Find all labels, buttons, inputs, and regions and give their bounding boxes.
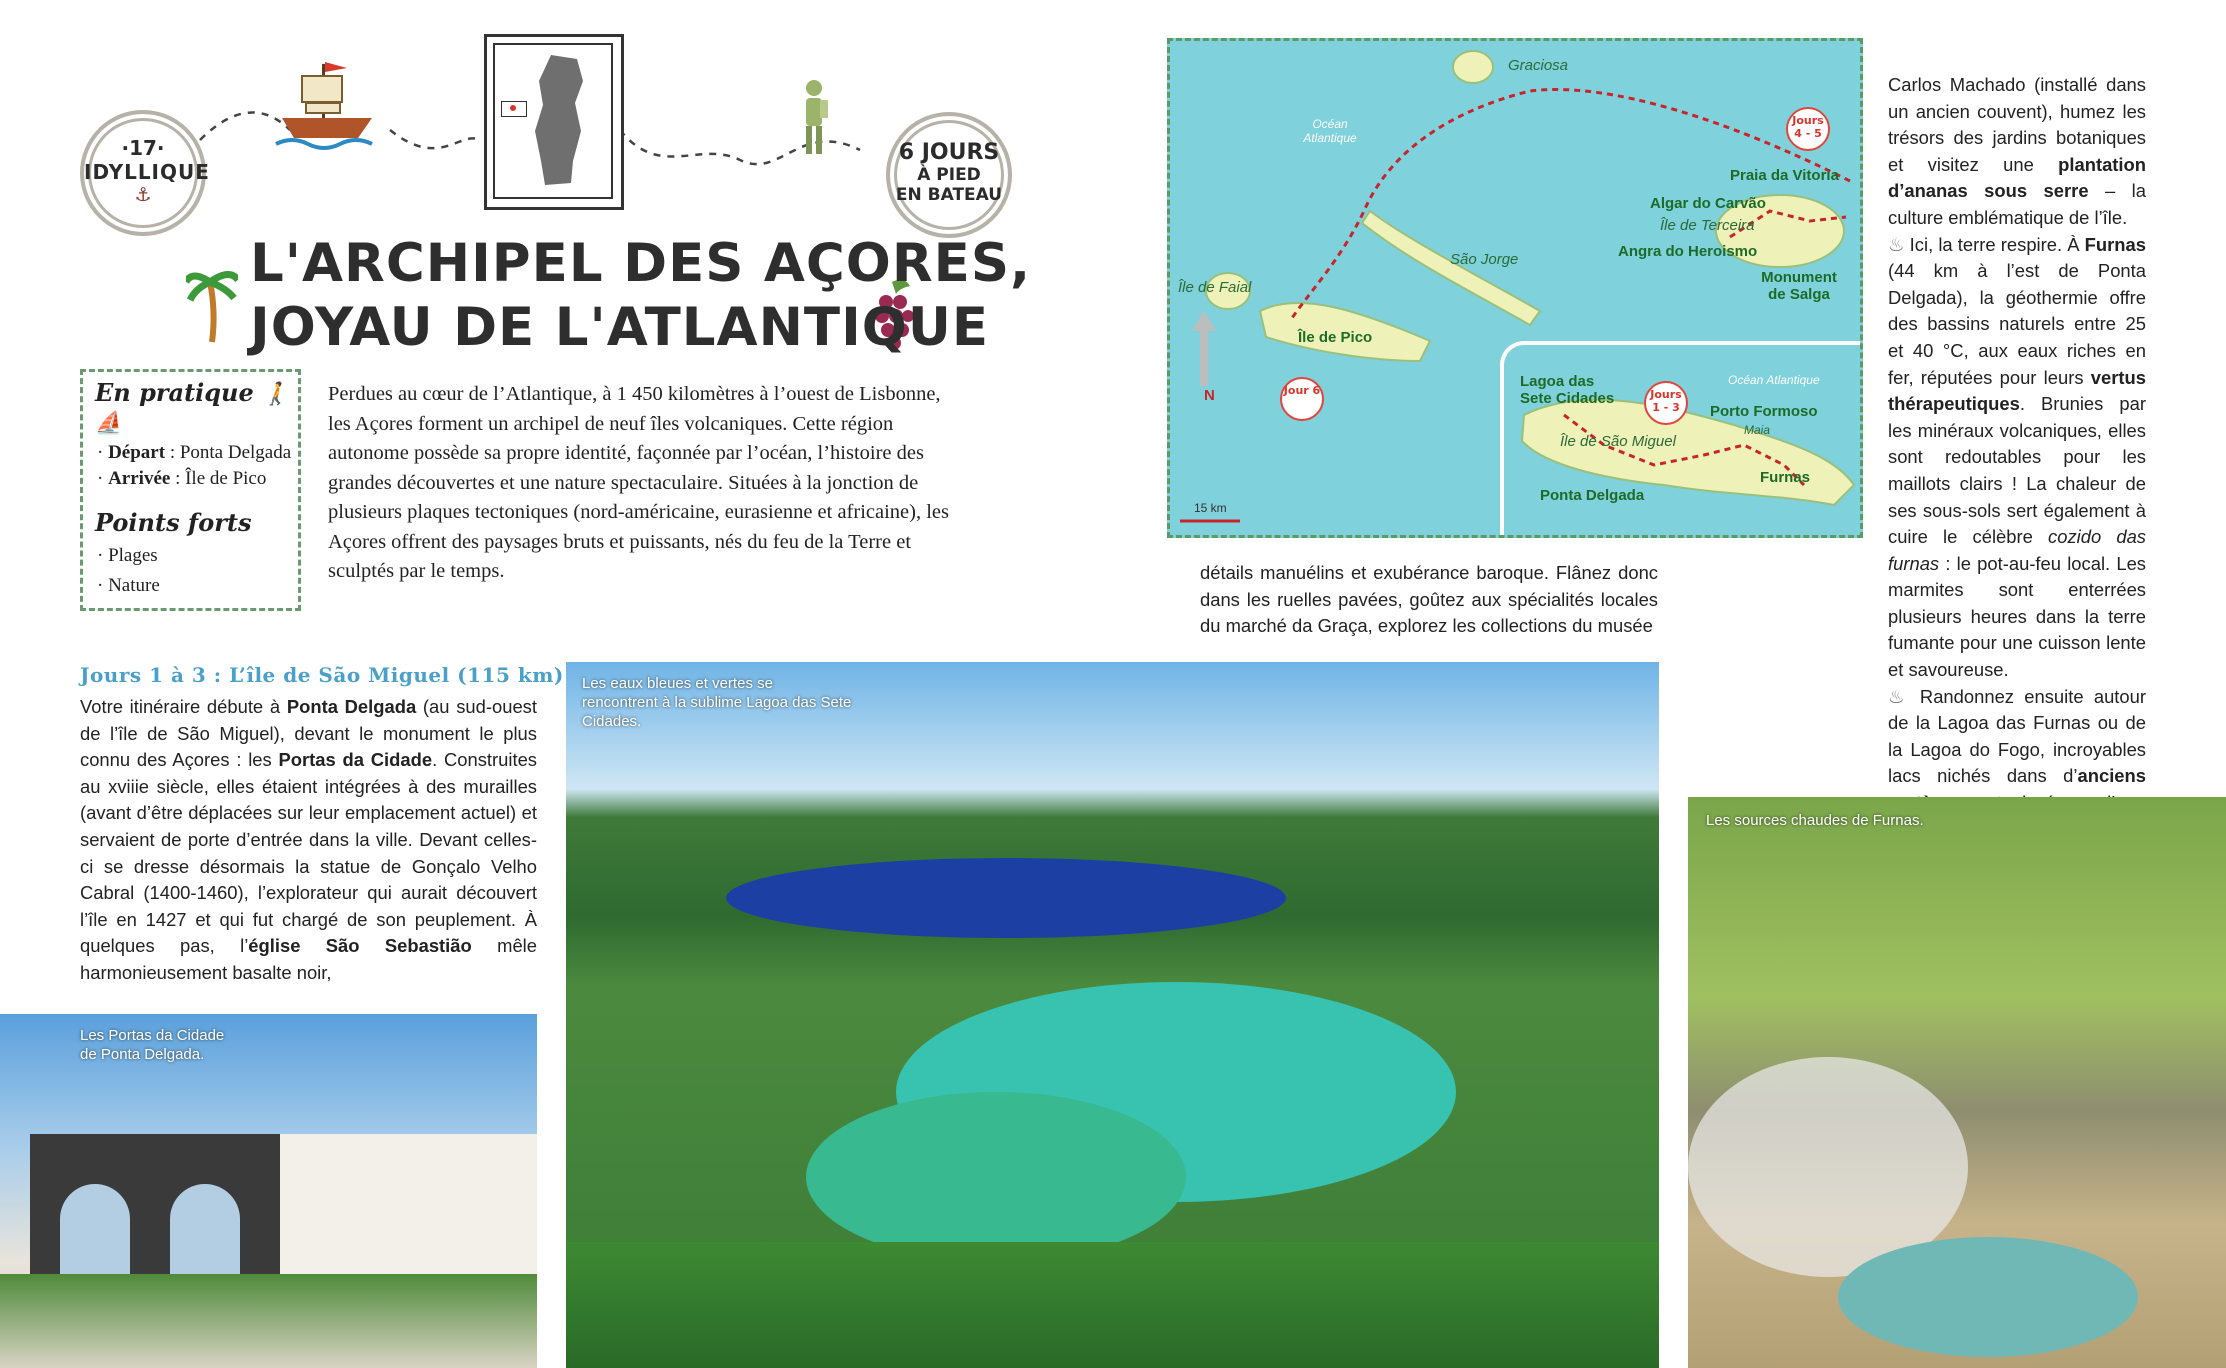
map-label-sao-miguel: Île de São Miguel — [1560, 433, 1676, 450]
caption-furnas: Les sources chaudes de Furnas. — [1706, 812, 1924, 829]
portugal-silhouette — [531, 51, 591, 191]
portugal-locator-card — [484, 34, 624, 210]
departure-value: : Ponta Delgada — [165, 442, 292, 463]
itinerary-map — [1167, 38, 1863, 538]
badge-label: IDYLLIQUE — [84, 160, 210, 184]
photo-lagoa-sete-cidades — [566, 662, 1659, 1368]
arrival-value: : Île de Pico — [170, 468, 267, 489]
caption-lagoa: Les eaux bleues et vertes se rencontrent à la sublime Lagoa das Sete Cidades. — [582, 675, 852, 730]
photo-furnas-hot-springs — [1688, 797, 2226, 1368]
footprint-icon: ♨ — [1888, 233, 1905, 255]
footprint-icon: ♨ — [1888, 685, 1910, 707]
map-label-monument: Monument de Salga — [1761, 269, 1837, 303]
map-scale-label: 15 km — [1194, 501, 1227, 515]
badge-duration-boat: EN BATEAU — [895, 185, 1003, 205]
arrival-line: · Arrivée : Île de Pico — [97, 468, 267, 489]
hiker-icon — [792, 78, 836, 158]
section-heading-day1-3: Jours 1 à 3 : L’île de São Miguel (115 km) — [80, 663, 564, 687]
section1-bold-portas: Portas da Cidade — [278, 749, 433, 771]
arrival-label: Arrivée — [108, 468, 171, 489]
section1-text-c: (au sud-ouest de l’île de São Miguel), devant le monument le plus connu des Açores : les — [80, 696, 537, 771]
title-line-2: JOYAU DE L'ATLANTIQUE — [250, 297, 990, 358]
badge-duration-foot: À PIED — [917, 165, 981, 185]
right-text-2a: Ici, la terre respire. À — [1904, 233, 2085, 255]
photo-green-lake-lower — [806, 1092, 1186, 1262]
photo-forest-foreground — [566, 1242, 1659, 1368]
highlights-heading: Points forts — [95, 508, 252, 537]
sao-miguel-inset — [1500, 341, 1863, 538]
badge-number-text: ·17· — [121, 136, 165, 160]
right-text-1: Carlos Machado (installé dans un ancien couvent), humez les trésors des jardins botaniques et visitez une — [1888, 74, 2146, 175]
section1-bold-ponta: Ponta Delgada — [286, 696, 417, 717]
practical-info-box — [80, 369, 301, 611]
section1-text-a: Votre itinéraire débute à — [80, 696, 287, 717]
azores-locator-dot — [510, 105, 516, 111]
anchor-icon: ⚓ — [134, 184, 152, 206]
photo-plants — [0, 1274, 537, 1368]
map-label-praia: Praia da Vitoria — [1730, 167, 1839, 184]
section1-bold-eglise: église São Sebastião — [248, 935, 472, 957]
photo-hot-pool — [1838, 1237, 2138, 1357]
section1-paragraph — [80, 694, 537, 987]
map-label-ocean-inset: Océan Atlantique — [1728, 373, 1820, 387]
right-bold-crateres: anciens — [2077, 765, 2146, 787]
page-title — [250, 232, 1031, 360]
right-bold-vertus: vertus thérapeutiques — [1888, 366, 2146, 415]
map-label-faial: Île de Faial — [1178, 279, 1252, 296]
departure-line: · Départ : Ponta Delgada — [97, 442, 292, 463]
map-label-pico: Île de Pico — [1298, 329, 1373, 346]
right-bold-ananas: plantation d’ananas sous serre — [1888, 153, 2146, 202]
palm-tree-icon — [186, 262, 238, 344]
intro-paragraph: Perdues au cœur de l’Atlantique, à 1 450 kilomètres à l’ouest de Lisbonne, les Açores forment un archipel de neuf îles volcaniques. Cette région autonome possède sa propre identité, façonnée par l’océan, l’histoire des grandes découvertes et une nature spectaculaire. Situées à la jonction de plusieurs plaques tectoniques (nord-américaine, eurasienne et africaine), les Açores offrent des paysages bruts et puissants, nés du feu de la Terre et sculptés par le temps. — [328, 383, 949, 582]
day-marker-6: Jour 6 — [1280, 377, 1324, 421]
map-label-sao-jorge: São Jorge — [1450, 251, 1519, 268]
map-label-sete-cidades: Lagoa das Sete Cidades — [1520, 373, 1615, 407]
section1-text-e: . Construites au xviiie siècle, elles étaient intégrées à des murailles (avant d’être déplacées sur leur emplacement actuel) et servaient de porte d’entrée dans la ville. Devant celles-ci se dresse désormais la statue de Gonçalo Velho Cabral (1400-1460), l’explorateur qui aurait découvert l’île en 1427 et qui fut chargé de son peuplement. À quelques pas, l’ — [80, 749, 537, 957]
day-marker-1-3: Jours 1 - 3 — [1644, 381, 1688, 425]
caption-portas: Les Portas da Cidade de Ponta Delgada. — [80, 1027, 225, 1063]
practical-heading-text: En pratique — [95, 378, 254, 407]
map-label-furnas: Furnas — [1760, 469, 1811, 486]
hiking-sailing-icon: 🚶⛵ — [95, 381, 290, 436]
map-label-ocean: Océan Atlantique — [1303, 117, 1357, 145]
section1-text-g: mêle harmonieusement basalte noir, — [80, 935, 537, 983]
right-text-1c: – la culture emblématique de l’île. — [1888, 180, 2146, 228]
right-text-2e: . Brunies par les minéraux volcaniques, elles sont redoutables pour les maillots clairs ! La chaleur de ses sous-sols sert également à cuire le célèbre — [1888, 393, 2146, 548]
map-label-ponta-delgada: Ponta Delgada — [1540, 487, 1645, 504]
right-italic-cozido: cozido das furnas — [1888, 526, 2146, 574]
map-label-angra: Angra do Heroismo — [1618, 243, 1758, 260]
badge-duration — [886, 112, 1012, 238]
highlight-item: · Nature — [97, 575, 160, 596]
right-column-paragraph-top — [1888, 72, 2146, 923]
highlight-item: · Plages — [97, 545, 158, 566]
right-bold-furnas: Furnas — [2084, 233, 2146, 255]
map-label-algar: Algar do Carvão — [1650, 195, 1766, 212]
title-line-1: L'ARCHIPEL DES AÇORES, — [250, 233, 1032, 294]
photo-portas-da-cidade — [0, 1014, 537, 1368]
practical-heading — [95, 378, 298, 436]
right-text-2c: (44 km à l’est de Ponta Delgada), la géothermie offre des bassins naturels entre 25 et 40 °C, aux eaux riches en fer, réputées pour leurs — [1888, 260, 2146, 388]
azores-locator-box — [501, 101, 527, 117]
map-label-porto-formoso: Porto Formoso — [1710, 403, 1818, 420]
map-label-terceira: Île de Terceira — [1660, 217, 1755, 234]
photo-blue-lake — [726, 858, 1286, 938]
map-label-maia: Maia — [1744, 423, 1771, 437]
departure-label: Départ — [108, 442, 166, 463]
badge-duration-days: 6 JOURS — [898, 140, 1000, 165]
day-marker-4-5: Jours 4 - 5 — [1786, 107, 1830, 151]
north-indicator: N — [1204, 387, 1215, 404]
right-text-3a: Randonnez ensuite autour de la Lagoa das Furnas ou de la Lagoa do Fogo, incroyables lacs nichés dans d’ — [1888, 685, 2146, 787]
middle-column-paragraph: détails manuélins et exubérance baroque. Flânez donc dans les ruelles pavées, goûtez aux spécialités locales du marché da Graça, explorez les collections du musée — [1200, 562, 1658, 637]
map-label-graciosa: Graciosa — [1508, 57, 1569, 74]
ship-icon — [272, 56, 382, 156]
right-text-2g: : le pot-au-feu local. Les marmites sont enterrées plusieurs heures dans la terre fumante pour une cuisson lente et savoureuse. — [1888, 552, 2146, 681]
